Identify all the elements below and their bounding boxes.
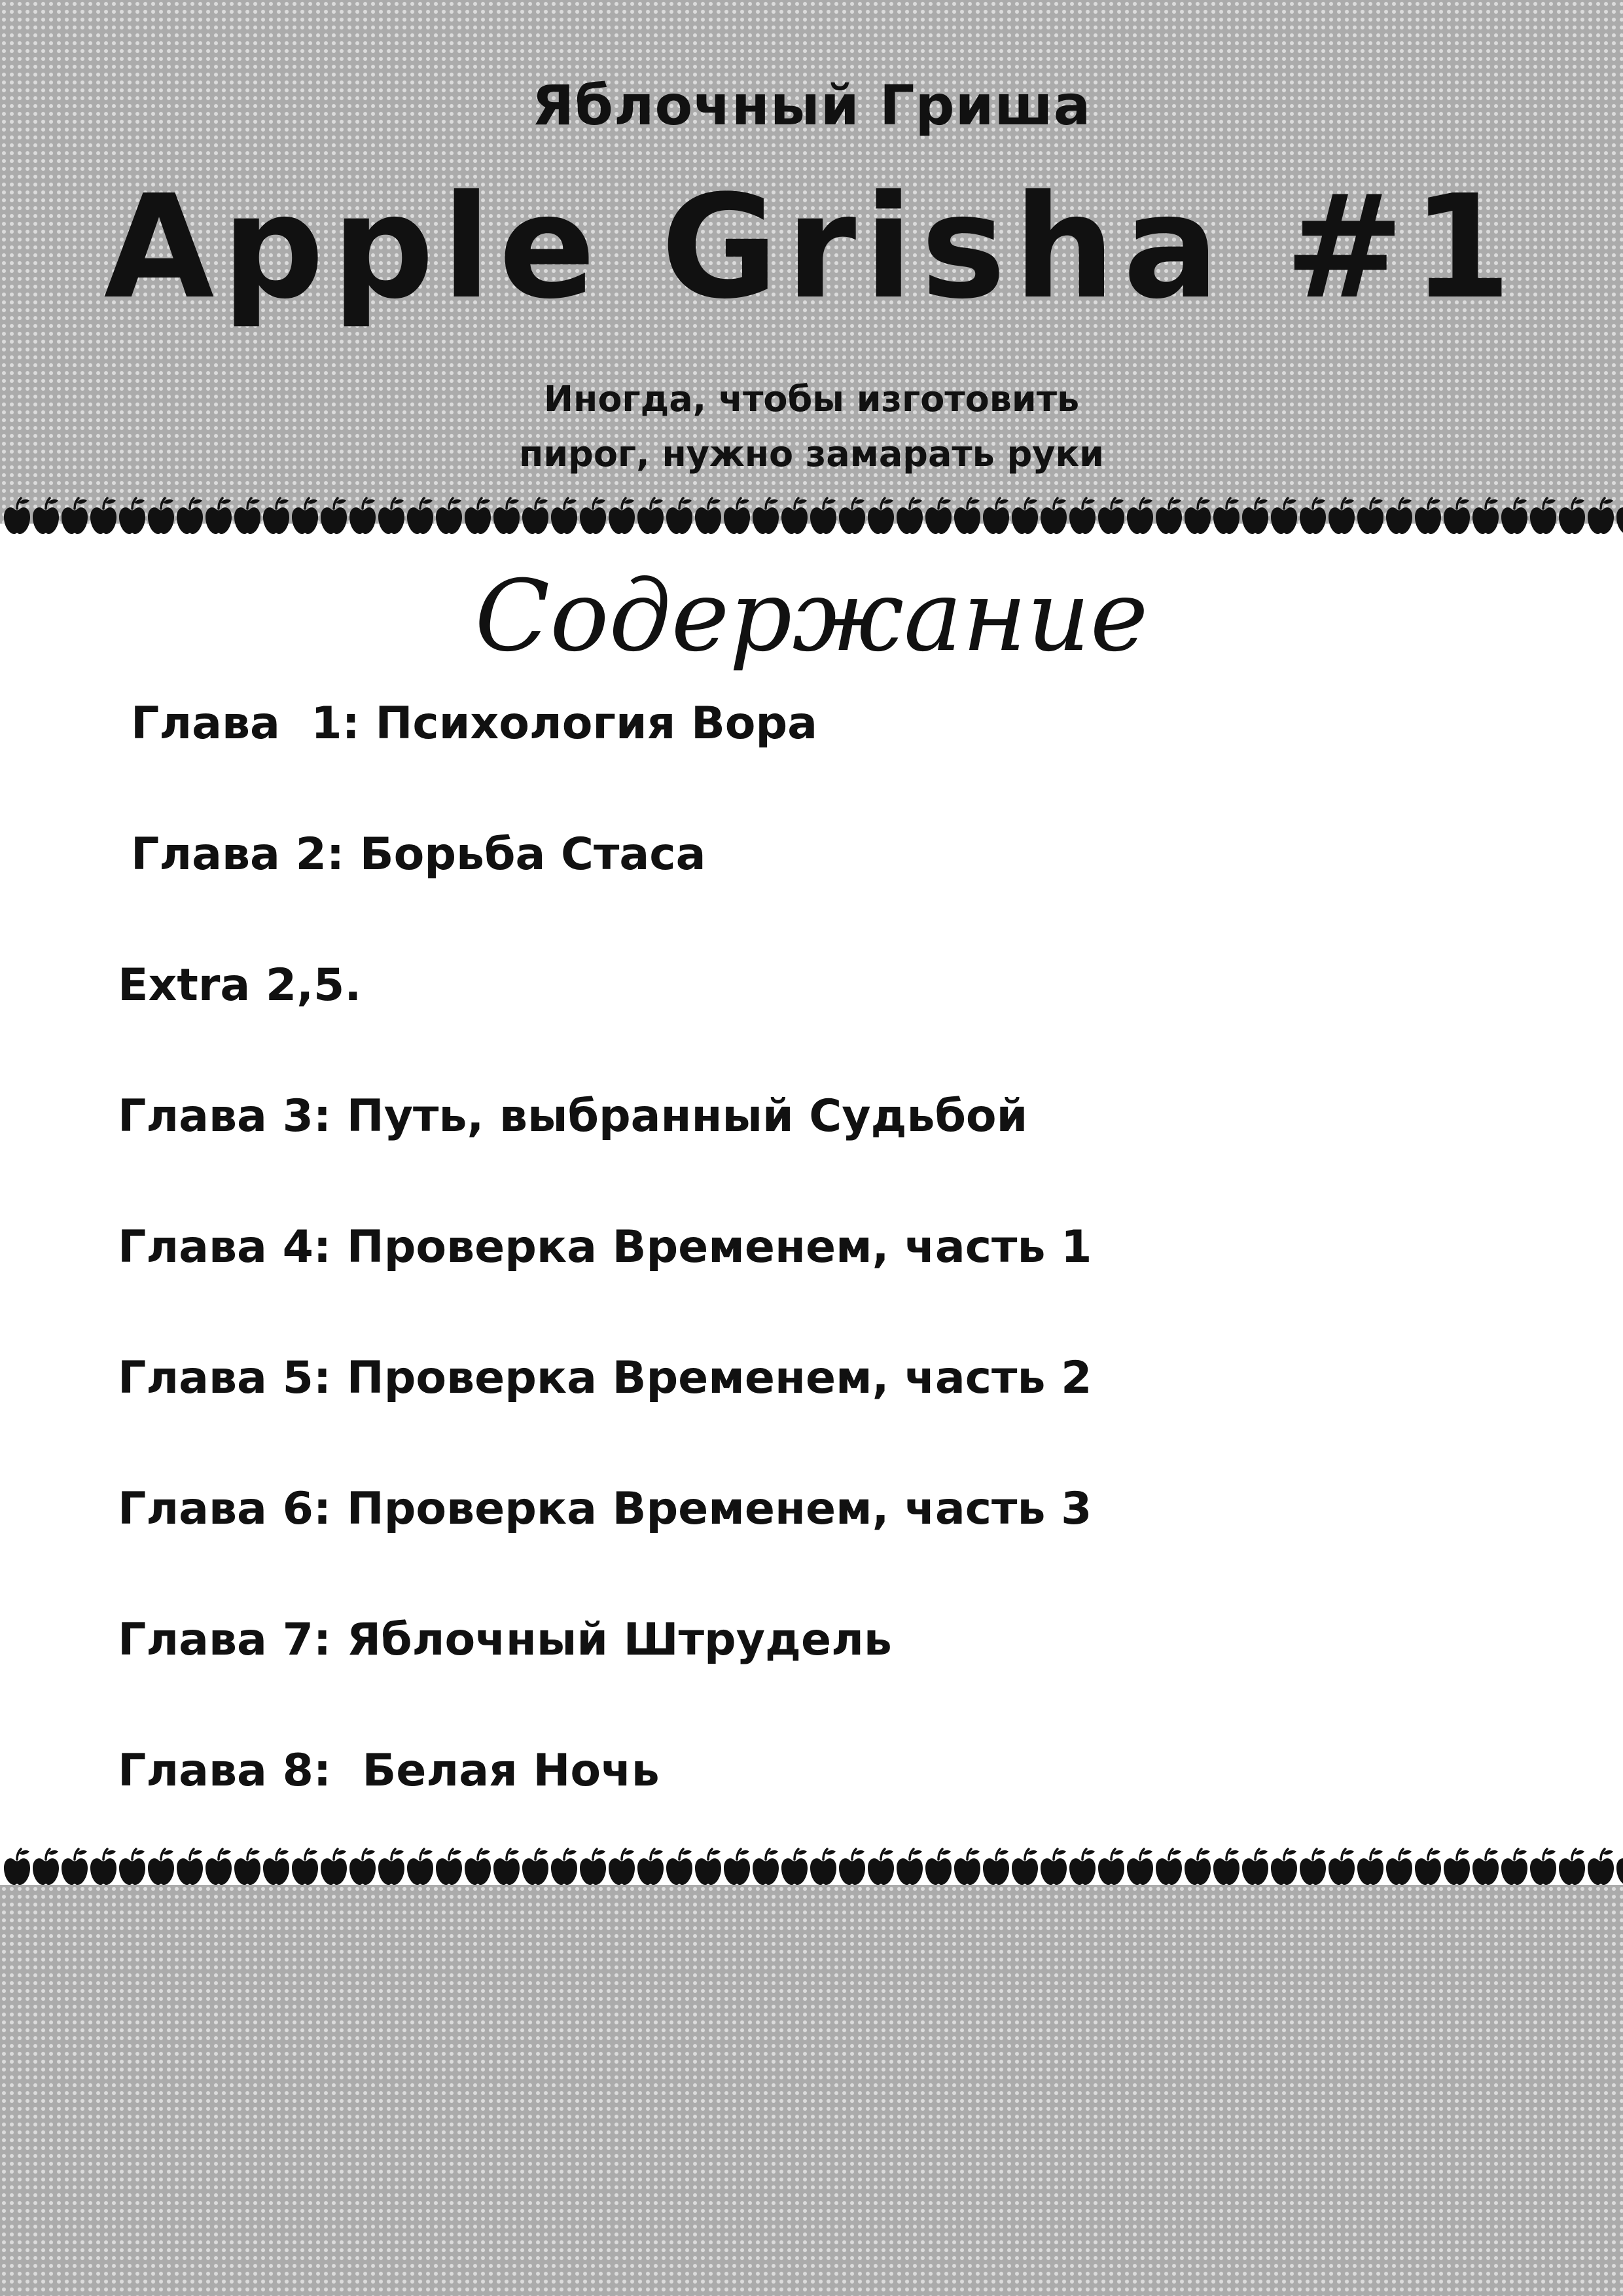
toc-item-chapter-1: Глава 1: Психология Вора <box>131 698 818 749</box>
main-title: Apple Grisha #1 <box>103 165 1520 331</box>
tagline-line-1: Иногда, чтобы изготовить <box>543 378 1080 420</box>
toc-item-chapter-2: Глава 2: Борьба Стаса <box>131 829 706 880</box>
tagline-line-2: пирог, нужно замарать руки <box>519 433 1104 475</box>
series-title-ru: Яблочный Гриша <box>531 73 1092 137</box>
toc-item-chapter-7: Глава 7: Яблочный Штрудель <box>118 1614 892 1666</box>
toc-item-chapter-5: Глава 5: Проверка Временем, часть 2 <box>118 1352 1092 1404</box>
toc-item-extra-2-5: Extra 2,5. <box>118 960 362 1011</box>
toc-item-chapter-8: Глава 8: Белая Ночь <box>118 1745 660 1797</box>
toc-heading: Содержание <box>474 560 1149 673</box>
toc-item-chapter-6: Глава 6: Проверка Временем, часть 3 <box>118 1483 1092 1535</box>
toc-item-chapter-4: Глава 4: Проверка Временем, часть 1 <box>118 1221 1092 1273</box>
toc-item-chapter-3: Глава 3: Путь, выбранный Судьбой <box>118 1090 1028 1142</box>
